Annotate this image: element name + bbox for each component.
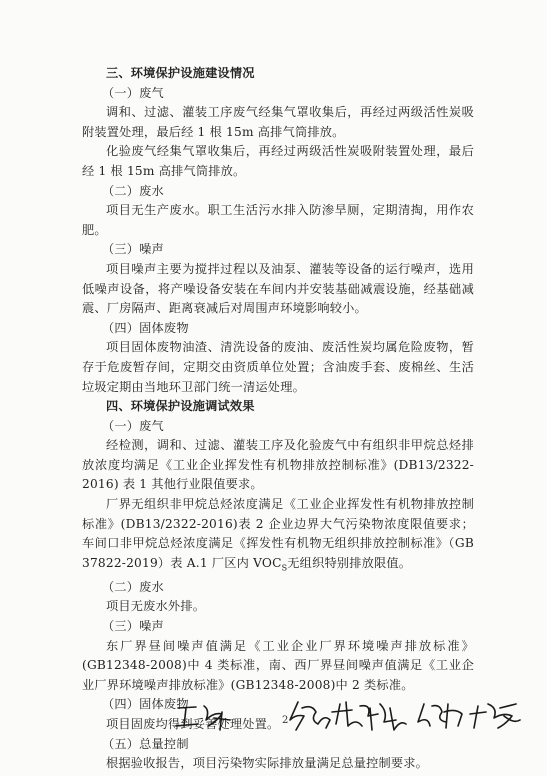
section-4-paragraph-2-part-a: 厂界无组织非甲烷总烃浓度满足《工业企业挥发性有机物排放控制标准》(DB13/2322-2016)表 2 企业边界大气污染物浓度限值要求；车间口非甲烷总烃浓度满足《挥发性有机物无组织排放控制标准》（GB 37822-2019）表 A.1 厂区内 VOC (82, 497, 474, 570)
section-3-paragraph-5: 项目固体废物油渣、清洗设备的废油、废活性炭均属危险废物，暂存于危废暂存间，定期交由资质单位处置；含油废手套、废棉丝、生活垃圾定期由当地环卫部门统一清运处理。 (82, 340, 474, 394)
signature-3 (332, 702, 406, 730)
section-4-paragraph-5: 项目固废均得到妥善处理处置。 (106, 717, 280, 732)
section-4-sub-waste-water: （二）废水 (102, 579, 164, 594)
signature-1 (176, 706, 230, 730)
voc-subscript: S (281, 563, 288, 573)
signature-2 (290, 702, 330, 730)
section-4-sub-waste-gas: （一）废气 (102, 418, 164, 433)
section-4-paragraph-6: 根据验收报告，项目污染物实际排放量满足总量控制要求。 (106, 756, 429, 771)
signature-5 (470, 704, 520, 728)
document-body (82, 64, 474, 774)
section-4-sub-solid-waste: （四）固体废物 (102, 697, 189, 712)
section-3-sub-solid-waste: （四）固体废物 (102, 320, 189, 335)
section-3-heading: 三、环境保护设施建设情况 (106, 66, 255, 80)
section-3-paragraph-4: 项目噪声主要为搅拌过程以及油泵、灌装等设备的运行噪声，选用低噪声设备，将产噪设备安装在车间内并安装基础减震设施，经基础减震、厂房隔声、距离衰减后对周围声环境影响较小。 (82, 261, 474, 316)
section-3-sub-noise: （三）噪声 (102, 242, 164, 257)
section-4-heading: 四、环境保护设施调试效果 (106, 399, 255, 414)
section-4-paragraph-2 (82, 495, 474, 578)
section-3-sub-waste-gas: （一）废气 (102, 85, 164, 100)
section-3-sub-waste-water: （二）废水 (102, 183, 164, 198)
section-4-paragraph-1: 经检测，调和、过滤、灌装工序及化验废气中有组织非甲烷总烃排放浓度均满足《工业企业挥发性有机物排放控制标准》(DB13/2322-2016) 表 1 其他行业限值要求。 (82, 438, 474, 492)
section-4-paragraph-3: 项目无废水外排。 (106, 599, 206, 614)
section-4-paragraph-2-part-b: 无组织特别排放限值。 (287, 555, 412, 570)
section-4-paragraph-4: 东厂界昼间噪声值满足《工业企业厂界环境噪声排放标准》(GB12348-2008)中 4 类标准，南、西厂界昼间噪声值满足《工业企业厂界环境噪声排放标准》(GB12348-2008)中 2 类标准。 (82, 638, 474, 692)
section-3-paragraph-1: 调和、过滤、灌装工序废气经集气罩收集后，再经过两级活性炭吸附装置处理，最后经 1 根 15m 高排气筒排放。 (82, 105, 474, 139)
section-3-paragraph-2: 化验废气经集气罩收集后，再经过两级活性炭吸附装置处理，最后经 1 根 15m 高排气筒排放。 (82, 144, 474, 178)
handwritten-signatures (0, 690, 547, 750)
page-number: 2 (282, 715, 289, 726)
section-4-sub-noise: （三）噪声 (102, 619, 164, 634)
section-3-paragraph-3: 项目无生产废水。职工生活污水排入防渗旱厕，定期清掏，用作农肥。 (82, 203, 474, 237)
signature-4 (418, 704, 462, 728)
section-4-sub-total-control: （五）总量控制 (102, 736, 189, 751)
